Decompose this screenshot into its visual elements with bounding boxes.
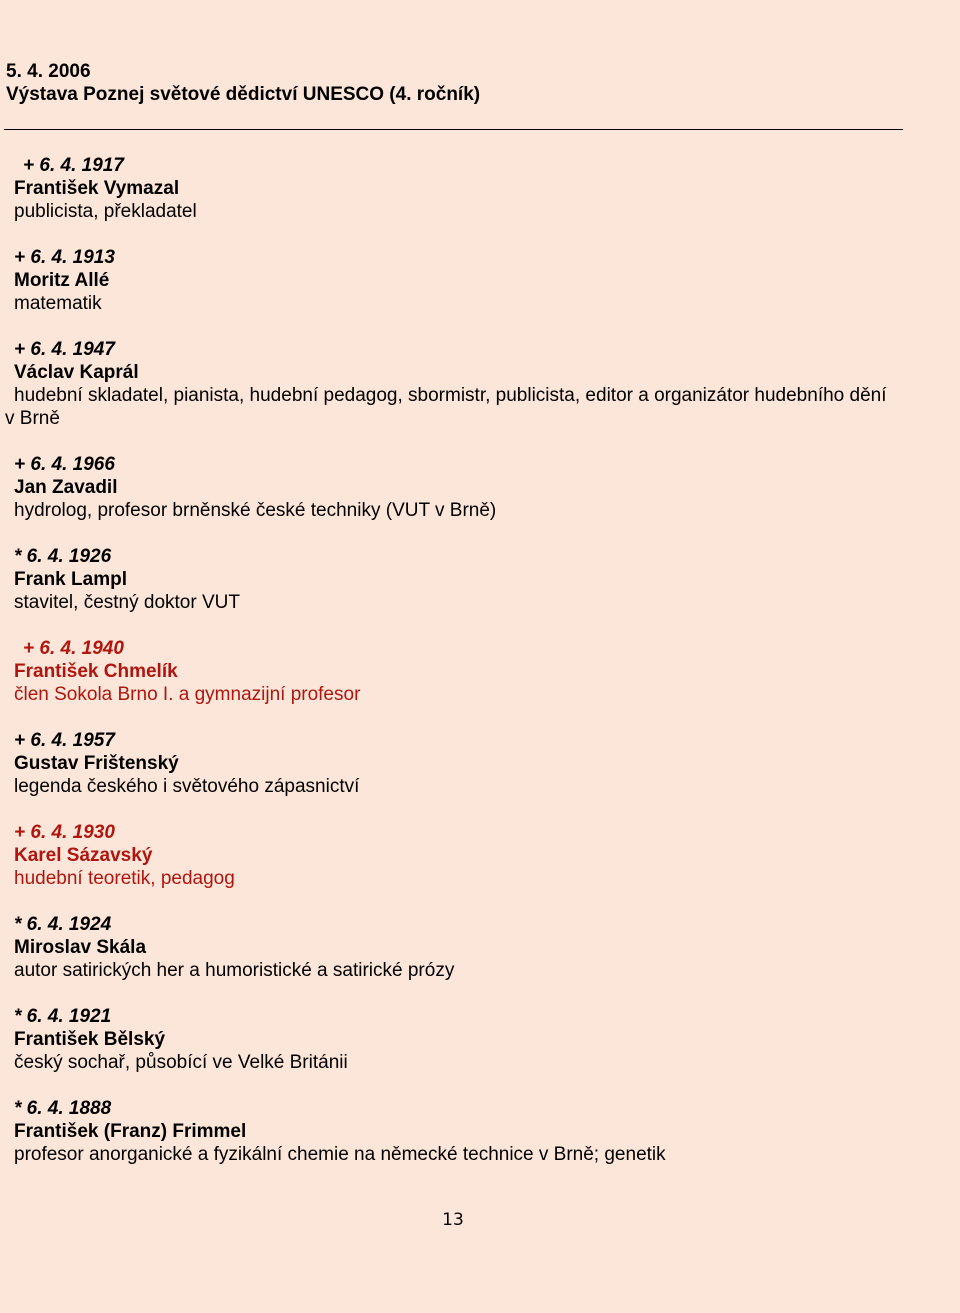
entry-date: + 6. 4. 1940 [23, 638, 124, 659]
entry-date: + 6. 4. 1947 [14, 339, 115, 360]
entry-description: matematik [14, 293, 102, 314]
header-event: Výstava Poznej světové dědictví UNESCO (4. ročník) [6, 84, 481, 105]
entry-date: + 6. 4. 1930 [14, 822, 115, 843]
entry-date: + 6. 4. 1913 [14, 247, 115, 268]
anniversary-list [5, 154, 914, 1189]
entry-frantisek-vymazal [14, 154, 914, 223]
page-number: 13 [442, 1210, 464, 1230]
entry-name: František Chmelík [14, 661, 178, 682]
entry-vaclav-kapral [5, 338, 914, 430]
entry-description: hudební teoretik, pedagog [14, 868, 235, 889]
entry-karel-sazavsky [14, 821, 914, 890]
entry-date: + 6. 4. 1957 [14, 730, 115, 751]
entry-name: Gustav Frištenský [14, 753, 179, 774]
entry-gustav-fristensky [14, 729, 914, 798]
entry-description: hydrolog, profesor brněnské české techniky (VUT v Brně) [14, 500, 497, 521]
entry-frantisek-chmelik [14, 637, 914, 706]
entry-date: * 6. 4. 1926 [14, 546, 112, 567]
entry-description: hudební skladatel, pianista, hudební pedagog, sbormistr, publicista, editor a organizátor hudebního dění v Brně [5, 385, 887, 429]
horizontal-divider [4, 129, 903, 130]
entry-description: publicista, překladatel [14, 201, 197, 222]
entry-frank-lampl [14, 545, 914, 614]
entry-name: Moritz Allé [14, 270, 110, 291]
entry-description: člen Sokola Brno I. a gymnazijní profesor [14, 684, 361, 705]
entry-frantisek-frimmel [14, 1097, 914, 1166]
entry-date: + 6. 4. 1966 [14, 454, 115, 475]
entry-name: Jan Zavadil [14, 477, 118, 498]
entry-miroslav-skala [14, 913, 914, 982]
entry-name: František Vymazal [14, 178, 180, 199]
entry-name: Karel Sázavský [14, 845, 153, 866]
entry-date: * 6. 4. 1921 [14, 1006, 112, 1027]
entry-name: František Bělský [14, 1029, 166, 1050]
entry-jan-zavadil [14, 453, 914, 522]
entry-date: * 6. 4. 1888 [14, 1098, 112, 1119]
entry-name: Miroslav Skála [14, 937, 147, 958]
entry-moritz-alle [14, 246, 914, 315]
entry-date: + 6. 4. 1917 [23, 155, 124, 176]
entry-description: český sochař, působící ve Velké Británii [14, 1052, 348, 1073]
entry-description: profesor anorganické a fyzikální chemie na německé technice v Brně; genetik [14, 1144, 666, 1165]
entry-name: Václav Kaprál [14, 362, 139, 383]
document-header [6, 60, 480, 106]
header-date: 5. 4. 2006 [6, 61, 91, 82]
entry-date: * 6. 4. 1924 [14, 914, 112, 935]
entry-name: František (Franz) Frimmel [14, 1121, 247, 1142]
entry-name: Frank Lampl [14, 569, 127, 590]
entry-description: legenda českého i světového zápasnictví [14, 776, 360, 797]
entry-description: autor satirických her a humoristické a satirické prózy [14, 960, 455, 981]
entry-description: stavitel, čestný doktor VUT [14, 592, 240, 613]
entry-frantisek-belsky [14, 1005, 914, 1074]
